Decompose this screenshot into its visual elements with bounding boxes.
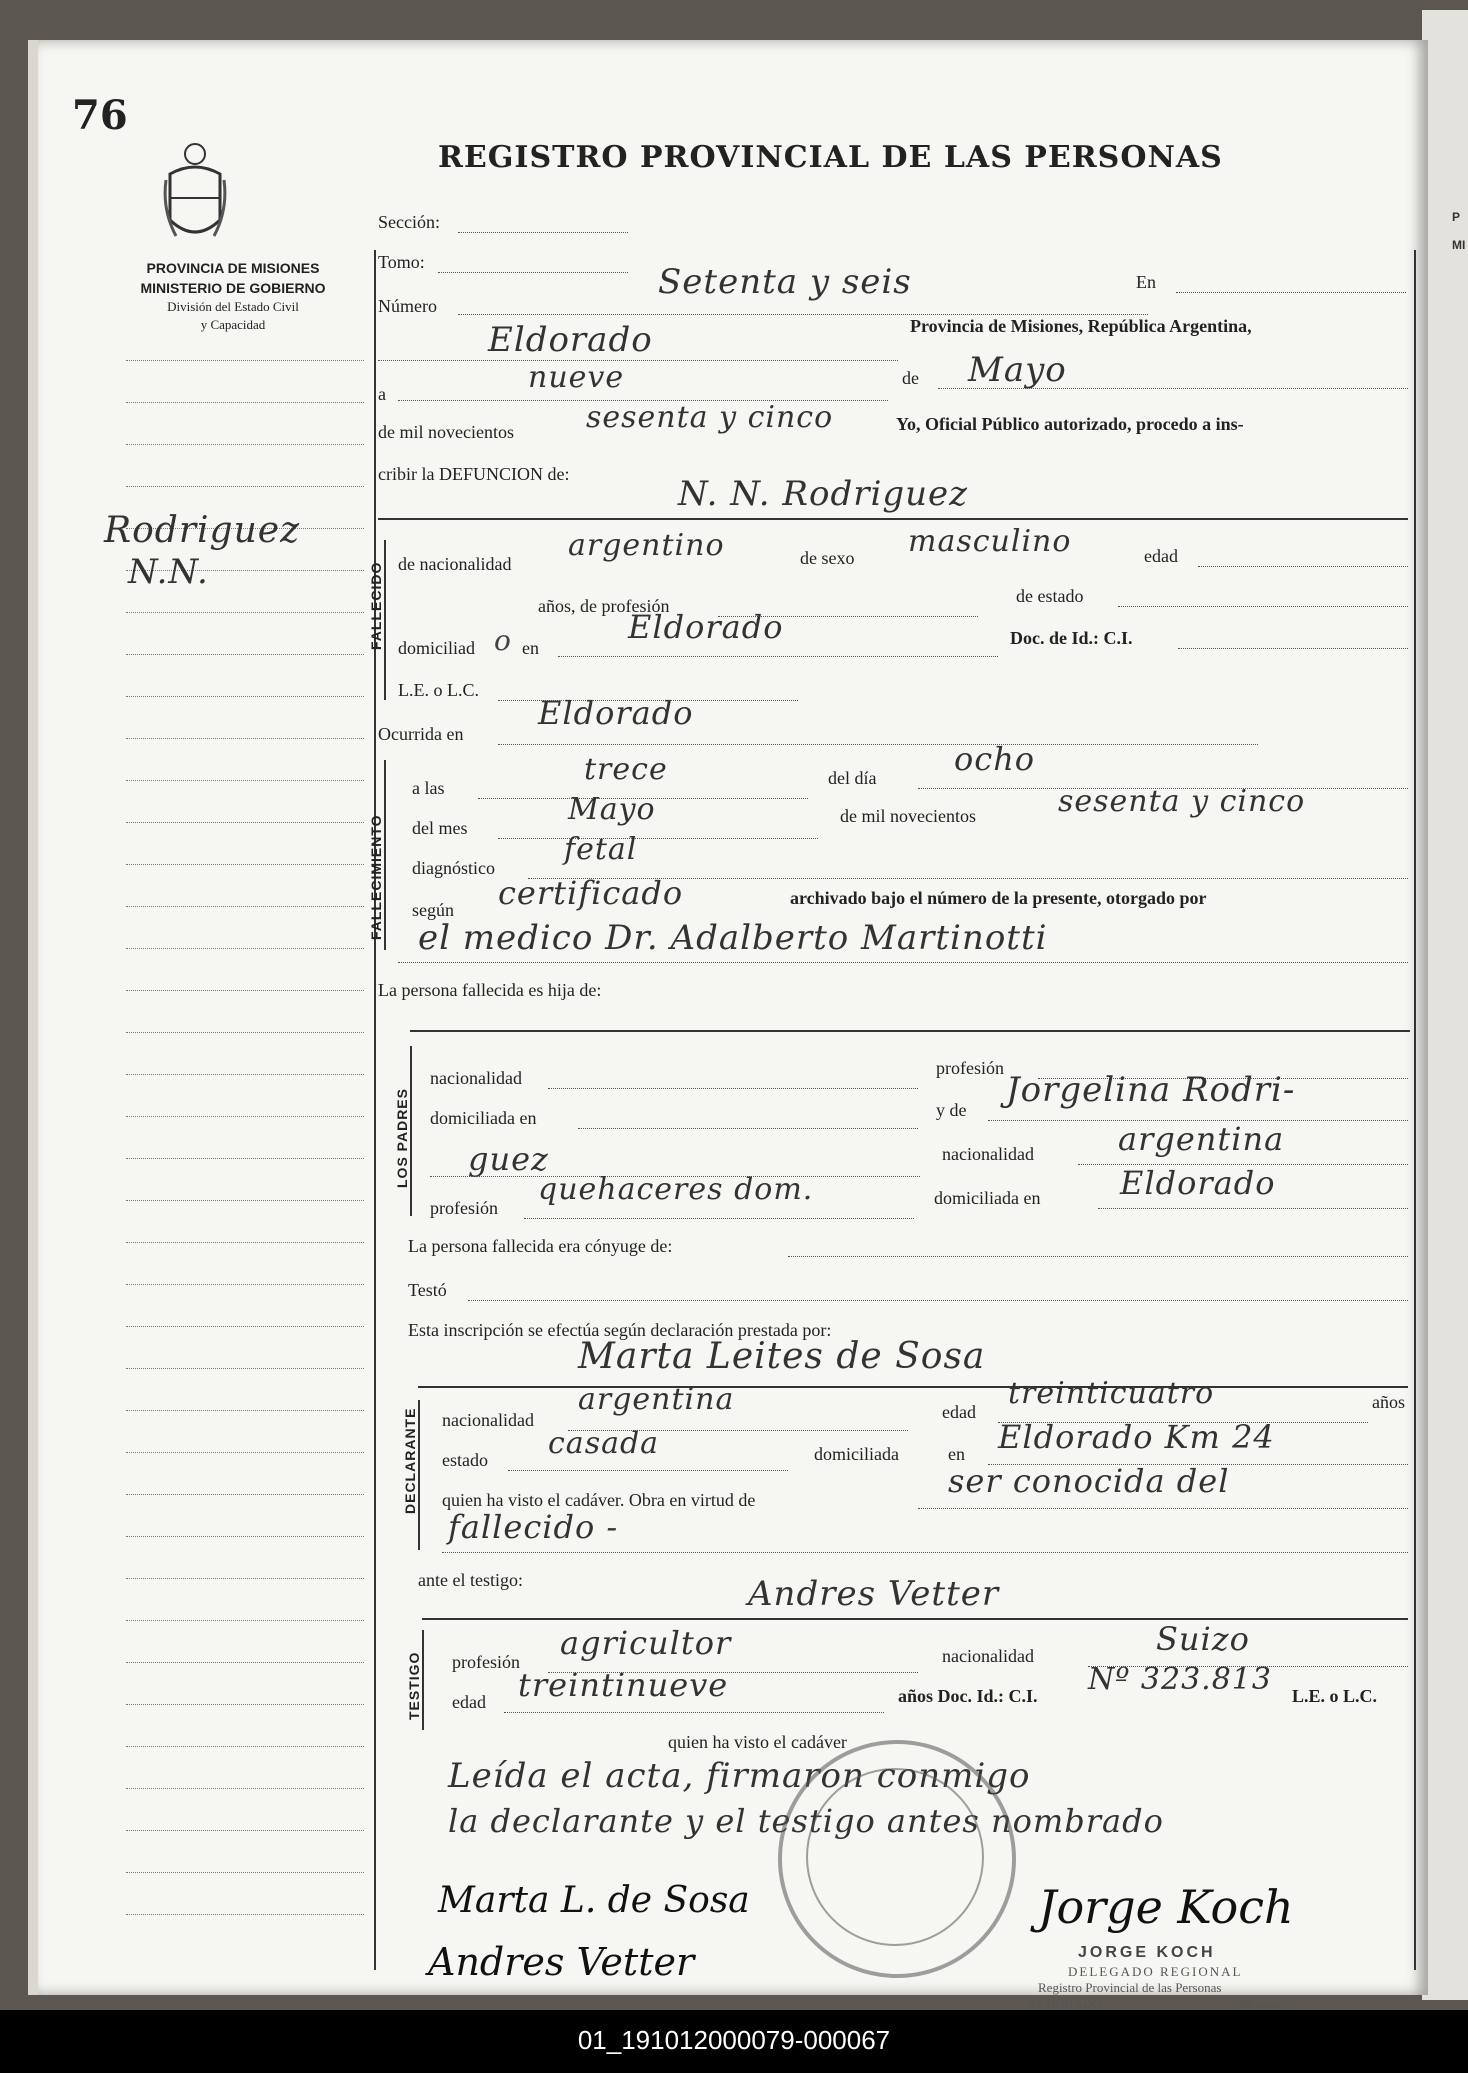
label-testigo-profesion: profesión bbox=[452, 1652, 520, 1672]
label-testigo-nacionalidad: nacionalidad bbox=[942, 1646, 1034, 1666]
margin-divider bbox=[374, 250, 376, 1970]
right-border bbox=[1414, 250, 1416, 1970]
facing-page-fragment: P bbox=[1452, 210, 1461, 224]
stamp-office: Registro Provincial de las Personas bbox=[1038, 1980, 1222, 1995]
label-a: a bbox=[378, 384, 386, 404]
margin-rule bbox=[126, 738, 364, 739]
section-bracket bbox=[384, 540, 386, 700]
value-testigo-profesion: agricultor bbox=[560, 1624, 732, 1662]
label-a-las: a las bbox=[412, 778, 445, 798]
office-subdivision: y Capacidad bbox=[200, 317, 266, 332]
value-segun: certificado bbox=[498, 874, 684, 912]
label-declarante-nacionalidad: nacionalidad bbox=[442, 1410, 534, 1430]
label-archivado: archivado bajo el número de la presente, otorgado por bbox=[790, 888, 1207, 908]
label-estado: de estado bbox=[1016, 586, 1084, 606]
section-bracket bbox=[418, 1400, 420, 1550]
label-declarante-edad: edad bbox=[942, 1402, 976, 1422]
label-y-de: y de bbox=[936, 1100, 967, 1120]
margin-rule bbox=[126, 1326, 364, 1327]
value-dia: nueve bbox=[528, 360, 625, 395]
office-province: PROVINCIA DE MISIONES bbox=[146, 260, 320, 276]
margin-rule bbox=[126, 444, 364, 445]
value-testigo-nacionalidad: Suizo bbox=[1156, 1620, 1250, 1658]
label-nacionalidad: de nacionalidad bbox=[398, 554, 512, 574]
value-cierre-2: la declarante y el testigo antes nombrado bbox=[448, 1802, 1164, 1840]
value-domicilio-letra: o bbox=[494, 624, 511, 657]
value-testigo-edad: treintinueve bbox=[518, 1666, 729, 1704]
value-cierre-1: Leída el acta, firmaron conmigo bbox=[448, 1756, 1031, 1796]
value-hora: trece bbox=[584, 752, 668, 787]
label-segun: según bbox=[412, 900, 454, 920]
section-bracket bbox=[422, 1630, 424, 1730]
margin-rule bbox=[126, 1536, 364, 1537]
value-madre-domicilio: Eldorado bbox=[1120, 1164, 1276, 1202]
value-medico: el medico Dr. Adalberto Martinotti bbox=[418, 918, 1048, 958]
value-mes-muerte: Mayo bbox=[568, 792, 656, 827]
dotted-line bbox=[788, 1256, 1408, 1257]
label-profesion-padre: profesión bbox=[936, 1058, 1004, 1078]
margin-rule bbox=[126, 822, 364, 823]
label-numero: Número bbox=[378, 296, 437, 316]
value-nacionalidad: argentino bbox=[568, 528, 725, 563]
image-id-bar bbox=[0, 2010, 1468, 2073]
dotted-line bbox=[442, 1552, 1408, 1553]
value-anio: sesenta y cinco bbox=[586, 400, 834, 435]
side-label-declarante: DECLARANTE bbox=[402, 1407, 418, 1514]
label-en: En bbox=[1136, 272, 1156, 292]
margin-rule bbox=[126, 1116, 364, 1117]
section-rule bbox=[378, 518, 1408, 520]
label-nacionalidad-madre: nacionalidad bbox=[942, 1144, 1034, 1164]
dotted-line bbox=[918, 1508, 1408, 1509]
label-inscripcion: Esta inscripción se efectúa según declaración prestada por: bbox=[408, 1320, 832, 1340]
section-bracket bbox=[410, 1046, 412, 1216]
value-diagnostico: fetal bbox=[564, 832, 638, 867]
label-de: de bbox=[902, 368, 919, 388]
margin-rule bbox=[126, 1620, 364, 1621]
dotted-line bbox=[498, 744, 1258, 745]
value-declarante-virtud-cont: fallecido - bbox=[448, 1508, 619, 1546]
signature-oficial: Jorge Koch bbox=[1038, 1880, 1294, 1934]
margin-rule bbox=[126, 948, 364, 949]
label-provincia: Provincia de Misiones, República Argentina, bbox=[910, 316, 1252, 336]
label-conyuge: La persona fallecida era cónyuge de: bbox=[408, 1236, 673, 1256]
dotted-line bbox=[1098, 1208, 1408, 1209]
dotted-line bbox=[498, 838, 818, 839]
label-testigo-anos-doc: años Doc. Id.: C.I. bbox=[898, 1686, 1038, 1706]
value-declarante-nacionalidad: argentina bbox=[578, 1382, 735, 1417]
margin-rule bbox=[126, 360, 364, 361]
value-declarante-edad: treinticuatro bbox=[1008, 1376, 1215, 1411]
margin-rule bbox=[126, 780, 364, 781]
margin-rule bbox=[126, 1578, 364, 1579]
label-del-mes: del mes bbox=[412, 818, 468, 838]
margin-rule bbox=[126, 906, 364, 907]
label-diagnostico: diagnóstico bbox=[412, 858, 495, 878]
dotted-line bbox=[398, 962, 1408, 963]
margin-rule bbox=[126, 654, 364, 655]
label-testigo-quien: quien ha visto el cadáver bbox=[668, 1732, 847, 1752]
value-declarante: Marta Leites de Sosa bbox=[578, 1336, 986, 1377]
margin-rule bbox=[126, 486, 364, 487]
label-declarante-domiciliada: domiciliada bbox=[814, 1444, 899, 1464]
label-de-mil-muerte: de mil novecientos bbox=[840, 806, 976, 826]
margin-rule bbox=[126, 864, 364, 865]
dotted-line bbox=[438, 272, 628, 273]
dotted-line bbox=[578, 1128, 918, 1129]
coat-of-arms-icon bbox=[162, 140, 228, 252]
margin-rule bbox=[126, 1914, 364, 1915]
facing-page-fragment: MI bbox=[1452, 238, 1466, 252]
label-doc-id: Doc. de Id.: C.I. bbox=[1010, 628, 1133, 648]
value-nombre: N. N. Rodriguez bbox=[678, 474, 969, 514]
official-stamp bbox=[778, 1740, 1016, 1978]
office-division: División del Estado Civil bbox=[167, 299, 299, 314]
section-rule bbox=[422, 1618, 1408, 1620]
value-declarante-domicilio: Eldorado Km 24 bbox=[998, 1418, 1275, 1456]
value-ocurrida: Eldorado bbox=[538, 694, 694, 732]
side-label-fallecimiento: FALLECIMIENTO bbox=[368, 814, 384, 940]
margin-rule bbox=[126, 1032, 364, 1033]
value-testigo: Andres Vetter bbox=[748, 1574, 1000, 1614]
margin-rule bbox=[126, 1872, 364, 1873]
dotted-line bbox=[378, 360, 898, 361]
margin-rule bbox=[126, 1830, 364, 1831]
side-label-testigo: TESTIGO bbox=[406, 1651, 422, 1720]
label-quien-visto: quien ha visto el cadáver. Obra en virtud de bbox=[442, 1490, 756, 1510]
label-sexo: de sexo bbox=[800, 548, 855, 568]
stamp-city: ELDORADO bbox=[1030, 1996, 1102, 2011]
margin-rule bbox=[126, 696, 364, 697]
margin-rule bbox=[126, 1158, 364, 1159]
margin-rule bbox=[126, 402, 364, 403]
value-declarante-virtud: ser conocida del bbox=[948, 1462, 1230, 1500]
dotted-line bbox=[458, 232, 628, 233]
label-yo-oficial: Yo, Oficial Público autorizado, procedo a ins- bbox=[896, 414, 1244, 434]
label-tomo: Tomo: bbox=[378, 252, 425, 272]
value-numero: Setenta y seis bbox=[658, 262, 912, 302]
dotted-line bbox=[548, 1088, 918, 1089]
value-anio-muerte: sesenta y cinco bbox=[1058, 784, 1306, 819]
margin-rule bbox=[126, 1410, 364, 1411]
value-madre-nacionalidad: argentina bbox=[1118, 1120, 1285, 1158]
dotted-line bbox=[938, 388, 1408, 389]
margin-rule bbox=[126, 1200, 364, 1201]
signature-declarante: Marta L. de Sosa bbox=[438, 1880, 750, 1921]
dotted-line bbox=[508, 1470, 788, 1471]
stamp-province: Misiones bbox=[1240, 1996, 1288, 2011]
stamp-role: DELEGADO REGIONAL bbox=[1068, 1964, 1243, 1979]
facing-page-edge bbox=[1422, 10, 1468, 2000]
label-anos-profesion: años, de profesión bbox=[538, 596, 670, 616]
label-ante-testigo: ante el testigo: bbox=[418, 1570, 523, 1590]
label-profesion-madre: profesión bbox=[430, 1198, 498, 1218]
dotted-line bbox=[1176, 292, 1406, 293]
label-declarante-anos: años bbox=[1372, 1392, 1405, 1412]
issuing-office bbox=[88, 258, 378, 334]
value-madre: Jorgelina Rodri- bbox=[1006, 1070, 1296, 1110]
value-sexo: masculino bbox=[908, 524, 1072, 559]
label-hija-de: La persona fallecida es hija de: bbox=[378, 980, 602, 1000]
value-testigo-ci: Nº 323.813 bbox=[1088, 1662, 1272, 1697]
label-de-mil: de mil novecientos bbox=[378, 422, 514, 442]
margin-rule bbox=[126, 990, 364, 991]
margin-rule bbox=[126, 1788, 364, 1789]
dotted-line bbox=[1118, 606, 1408, 607]
signature-testigo: Andres Vetter bbox=[428, 1940, 695, 1984]
section-rule bbox=[410, 1030, 1410, 1032]
label-le-lc: L.E. o L.C. bbox=[398, 680, 479, 700]
label-declarante-estado: estado bbox=[442, 1450, 488, 1470]
margin-rule bbox=[126, 1074, 364, 1075]
value-madre-cont: guez bbox=[468, 1140, 549, 1178]
office-ministry: MINISTERIO DE GOBIERNO bbox=[140, 280, 326, 296]
dotted-line bbox=[524, 1218, 914, 1219]
label-domiciliada-madre: domiciliada en bbox=[934, 1188, 1041, 1208]
label-del-dia: del día bbox=[828, 768, 877, 788]
stamp-name: JORGE KOCH bbox=[1078, 1944, 1216, 1961]
dotted-line bbox=[1198, 566, 1408, 567]
side-label-fallecido: FALLECIDO bbox=[368, 561, 384, 650]
margin-note-surname: Rodriguez bbox=[104, 510, 301, 551]
label-nacionalidad-padre: nacionalidad bbox=[430, 1068, 522, 1088]
margin-rule bbox=[126, 1704, 364, 1705]
register-page bbox=[28, 40, 1428, 1995]
value-domicilio: Eldorado bbox=[628, 608, 784, 646]
label-ocurrida: Ocurrida en bbox=[378, 724, 464, 744]
margin-rule bbox=[126, 1368, 364, 1369]
margin-rule bbox=[126, 1452, 364, 1453]
label-edad: edad bbox=[1144, 546, 1178, 566]
margin-rule bbox=[126, 1494, 364, 1495]
page-number: 76 bbox=[72, 92, 128, 139]
label-domiciliado: domiciliad bbox=[398, 638, 475, 658]
value-dia-muerte: ocho bbox=[954, 740, 1036, 778]
label-cribir: cribir la DEFUNCION de: bbox=[378, 464, 570, 484]
image-id: 01_191012000079-000067 bbox=[577, 2025, 891, 2055]
page-title: REGISTRO PROVINCIAL DE LAS PERSONAS bbox=[438, 140, 1223, 175]
section-bracket bbox=[384, 760, 386, 950]
margin-note-name: N.N. bbox=[128, 552, 209, 592]
label-declarante-en: en bbox=[948, 1444, 965, 1464]
dotted-line bbox=[504, 1712, 884, 1713]
dotted-line bbox=[558, 656, 998, 657]
label-en-domicilio: en bbox=[522, 638, 539, 658]
label-domiciliada-padre: domiciliada en bbox=[430, 1108, 537, 1128]
value-mes: Mayo bbox=[968, 350, 1067, 390]
value-madre-profesion: quehaceres dom. bbox=[538, 1172, 814, 1207]
margin-rule bbox=[126, 612, 364, 613]
margin-rule bbox=[126, 1284, 364, 1285]
value-lugar: Eldorado bbox=[488, 320, 653, 360]
label-testigo-le-lc: L.E. o L.C. bbox=[1292, 1686, 1378, 1706]
margin-rule bbox=[126, 1242, 364, 1243]
value-declarante-estado: casada bbox=[548, 1426, 660, 1461]
margin-rule bbox=[126, 1662, 364, 1663]
dotted-line bbox=[468, 1300, 1408, 1301]
label-testigo-edad: edad bbox=[452, 1692, 486, 1712]
side-label-padres: LOS PADRES bbox=[394, 1088, 410, 1188]
dotted-line bbox=[458, 314, 1148, 315]
dotted-line bbox=[1178, 648, 1408, 649]
label-testo: Testó bbox=[408, 1280, 447, 1300]
margin-rule bbox=[126, 1746, 364, 1747]
label-seccion: Sección: bbox=[378, 212, 440, 232]
section-rule bbox=[418, 1386, 1408, 1388]
